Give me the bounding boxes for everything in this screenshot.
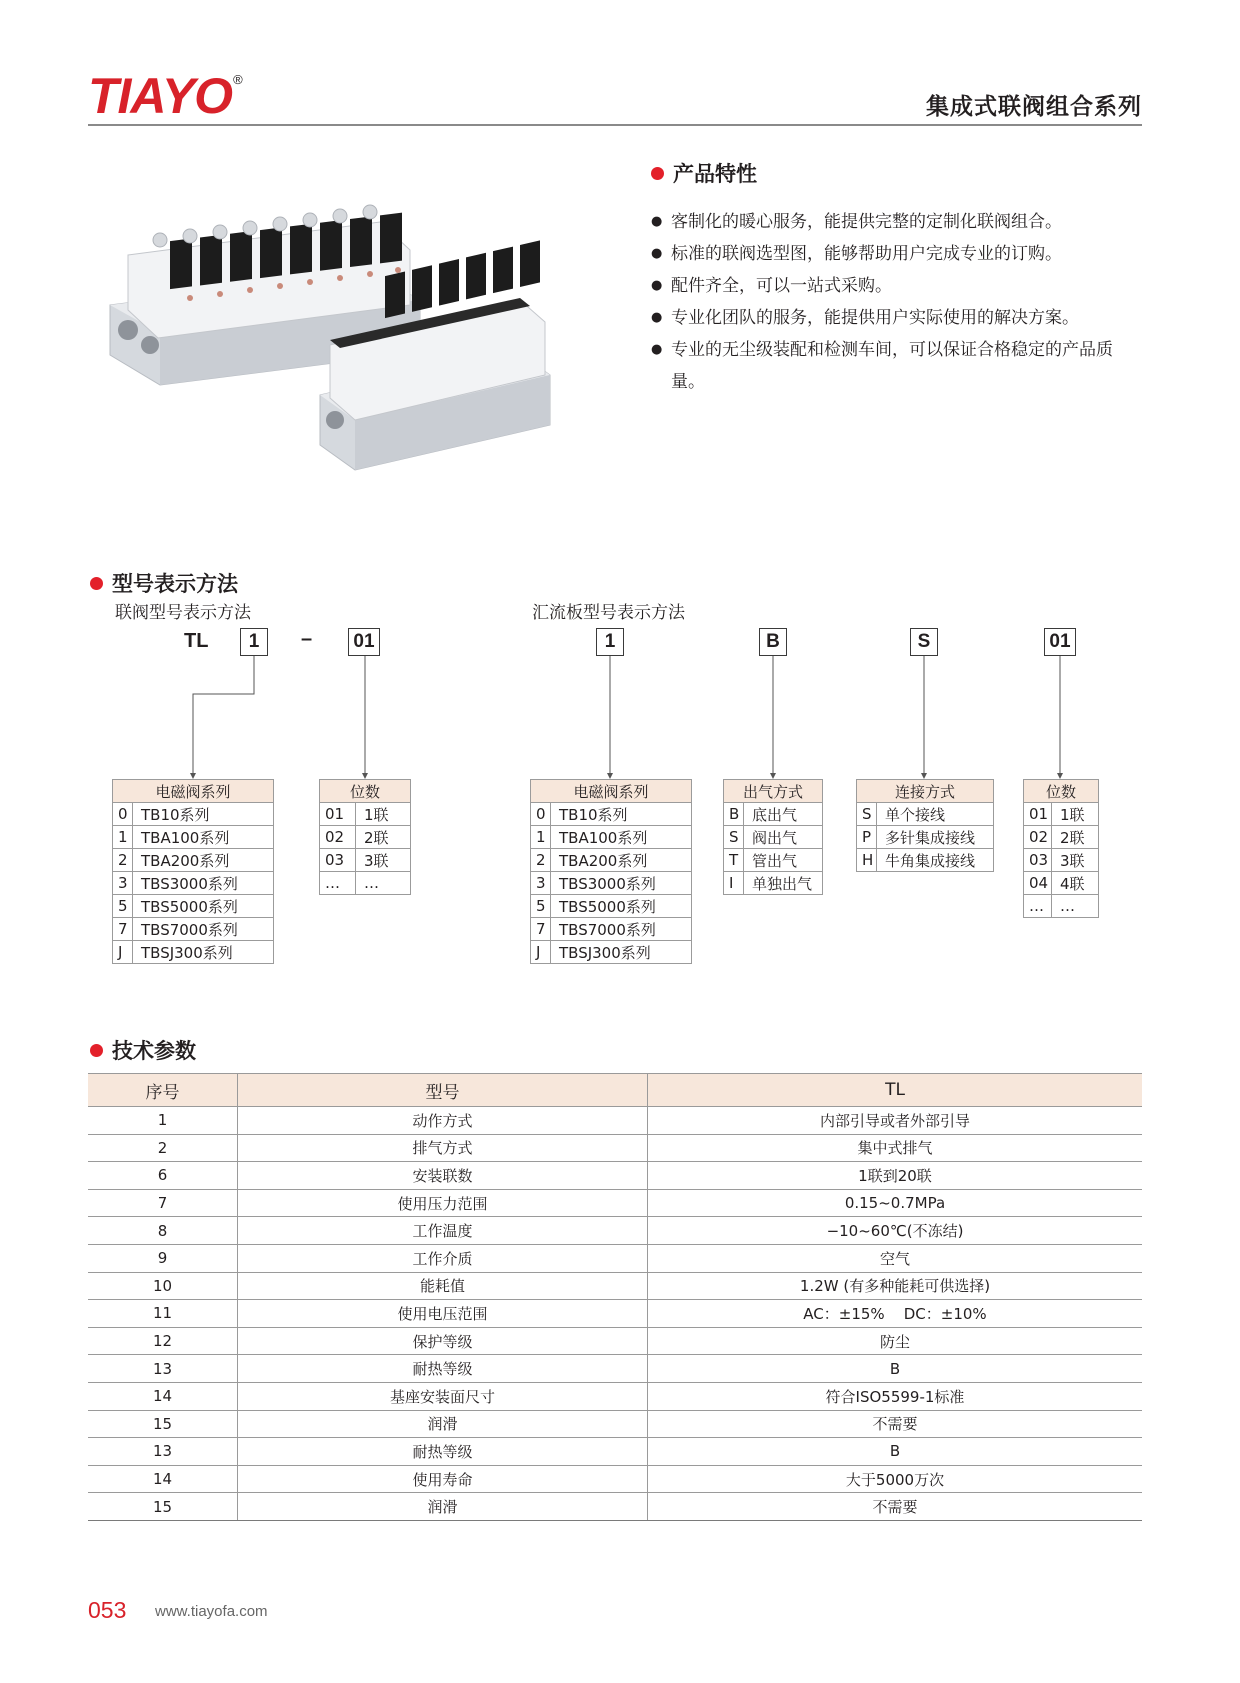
table-row: J TBSJ300系列 — [531, 941, 692, 964]
table-row: 10 能耗值 1.2W (有多种能耗可供选择) — [88, 1272, 1142, 1300]
col-header-item: 型号 — [238, 1074, 648, 1107]
manifold-code-outlet-box: B — [759, 628, 787, 656]
manifold-position-table — [1023, 779, 1099, 918]
table-row: 1 TBA100系列 — [531, 826, 692, 849]
table-row: H 牛角集成接线 — [857, 849, 994, 872]
list-item: ● 专业的无尘级装配和检测车间，可以保证合格稳定的产品质量。 — [651, 334, 1171, 398]
col-header-model: TL — [648, 1074, 1143, 1107]
list-item: ● 专业化团队的服务，能提供用户实际使用的解决方案。 — [651, 302, 1171, 334]
table-row: 2 TBA200系列 — [531, 849, 692, 872]
valve-series-table — [112, 779, 274, 964]
table-row: 2 TBA200系列 — [113, 849, 274, 872]
table-row: 7 TBS7000系列 — [113, 918, 274, 941]
code-connector-lines — [0, 0, 1240, 800]
table-row: 0 TB10系列 — [113, 803, 274, 826]
table-row: 7 使用压力范围 0.15~0.7MPa — [88, 1189, 1142, 1217]
table-header: 电磁阀系列 — [531, 780, 692, 803]
table-row: P 多针集成接线 — [857, 826, 994, 849]
params-title: 技术参数 — [112, 1039, 196, 1063]
bullet-icon: ● — [651, 310, 663, 325]
valve-code-series-box: 1 — [240, 628, 268, 656]
table-row: 6 安装联数 1联到20联 — [88, 1162, 1142, 1190]
table-row: 13 耐热等级 B — [88, 1355, 1142, 1383]
bullet-icon: ● — [651, 342, 663, 357]
table-row: 15 润滑 不需要 — [88, 1493, 1142, 1521]
table-row: S 单个接线 — [857, 803, 994, 826]
table-row: 1 TBA100系列 — [113, 826, 274, 849]
table-row: 03 3联 — [1024, 849, 1099, 872]
table-row: 14 使用寿命 大于5000万次 — [88, 1465, 1142, 1493]
table-row: S 阀出气 — [724, 826, 823, 849]
valve-code-position-box: 01 — [348, 628, 380, 656]
table-row: 04 4联 — [1024, 872, 1099, 895]
bullet-icon: ● — [651, 214, 663, 229]
table-header: 电磁阀系列 — [113, 780, 274, 803]
manifold-model-subtitle: 汇流板型号表示方法 — [532, 603, 685, 623]
table-header: 位数 — [320, 780, 411, 803]
page-number: 053 — [88, 1597, 127, 1623]
table-row: 03 3联 — [320, 849, 411, 872]
table-row: 7 TBS7000系列 — [531, 918, 692, 941]
valve-code-prefix: TL — [184, 630, 209, 652]
table-row: B 底出气 — [724, 803, 823, 826]
manifold-code-series-box: 1 — [596, 628, 624, 656]
valve-code-dash: – — [301, 628, 313, 650]
table-row: 15 润滑 不需要 — [88, 1410, 1142, 1438]
table-header: 连接方式 — [857, 780, 994, 803]
table-row: J TBSJ300系列 — [113, 941, 274, 964]
table-row: 02 2联 — [1024, 826, 1099, 849]
table-row: 01 1联 — [320, 803, 411, 826]
table-row: 02 2联 — [320, 826, 411, 849]
manifold-code-position-box: 01 — [1044, 628, 1076, 656]
list-item: ● 标准的联阀选型图，能够帮助用户完成专业的订购。 — [651, 238, 1171, 270]
registered-mark: ® — [233, 72, 243, 87]
table-row: 3 TBS3000系列 — [531, 872, 692, 895]
table-row: 0 TB10系列 — [531, 803, 692, 826]
table-row: 01 1联 — [1024, 803, 1099, 826]
table-row: 14 基座安装面尺寸 符合ISO5599-1标准 — [88, 1382, 1142, 1410]
table-row: 2 排气方式 集中式排气 — [88, 1134, 1142, 1162]
table-row: 8 工作温度 −10~60℃(不冻结) — [88, 1217, 1142, 1245]
table-row: 3 TBS3000系列 — [113, 872, 274, 895]
manifold-series-table — [530, 779, 692, 964]
table-row: 12 保护等级 防尘 — [88, 1327, 1142, 1355]
manifold-code-connection-box: S — [910, 628, 938, 656]
col-header-index: 序号 — [88, 1074, 238, 1107]
table-row: T 管出气 — [724, 849, 823, 872]
section-bullet-icon — [90, 1044, 103, 1057]
table-row: … … — [1024, 895, 1099, 918]
bullet-icon: ● — [651, 246, 663, 261]
table-header: 位数 — [1024, 780, 1099, 803]
valve-model-subtitle: 联阀型号表示方法 — [115, 603, 251, 623]
table-row: 11 使用电压范围 AC：±15% DC：±10% — [88, 1300, 1142, 1328]
model-title: 型号表示方法 — [112, 572, 238, 596]
table-header: 出气方式 — [724, 780, 823, 803]
list-item: ● 客制化的暖心服务，能提供完整的定制化联阀组合。 — [651, 206, 1171, 238]
params-heading — [90, 1035, 196, 1065]
features-title: 产品特性 — [673, 162, 757, 186]
valve-position-table — [319, 779, 411, 895]
table-row: 5 TBS5000系列 — [531, 895, 692, 918]
brand-name: TIAYO — [88, 68, 233, 124]
table-row: I 单独出气 — [724, 872, 823, 895]
technical-params-table — [88, 1073, 1142, 1521]
bullet-icon: ● — [651, 278, 663, 293]
table-row: … … — [320, 872, 411, 895]
table-row: 13 耐热等级 B — [88, 1438, 1142, 1466]
list-item: ● 配件齐全，可以一站式采购。 — [651, 270, 1171, 302]
table-row: 9 工作介质 空气 — [88, 1244, 1142, 1272]
page-series-title: 集成式联阀组合系列 — [926, 94, 1142, 120]
table-row: 5 TBS5000系列 — [113, 895, 274, 918]
website-link[interactable]: www.tiayofa.com — [155, 1603, 268, 1620]
connection-method-table — [856, 779, 994, 872]
table-row: 1 动作方式 内部引导或者外部引导 — [88, 1107, 1142, 1135]
outlet-method-table — [723, 779, 823, 895]
